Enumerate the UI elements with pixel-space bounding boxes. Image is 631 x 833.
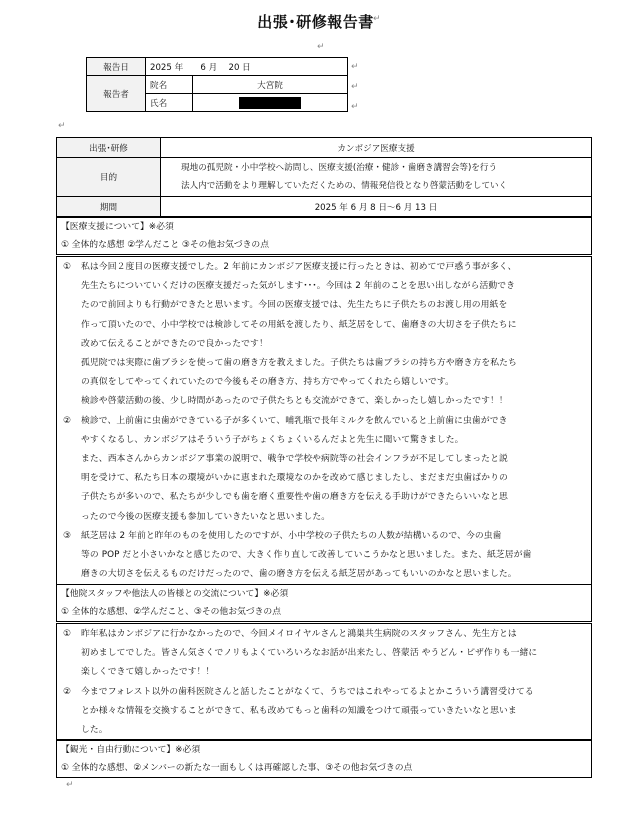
answer-item [63,527,585,585]
answer-line: とか様々な情報を交換することができて、私も改めてもっと歯科の知識をつけて頑張っていきたいなと思いま [81,705,517,716]
trip-info-table [56,137,592,217]
answer-line: 等の POP だと小さいかなと感じたので、大きく作り直して改善していこうかなと思いました。また、紙芝居が歯 [81,550,532,561]
purpose-value[interactable] [161,158,592,197]
answer-item [63,625,585,683]
item-number: ② [63,415,71,426]
report-header-table [86,57,348,112]
medical-support-answer[interactable] [56,256,592,585]
answer-item [63,258,585,354]
answer-line: した。 [81,725,108,736]
answer-line: 検診で、上前歯に虫歯ができている子が多くいて、哺乳瓶で長年ミルクを飲んでいると上前歯に虫歯ができ [81,415,508,426]
section-subtitle: ① 全体的な感想、②学んだこと、③その他お気づきの点 [61,607,281,617]
purpose-line: 現地の孤児院・小中学校へ訪問し、医療支援(治療・健診・歯磨き講習会等)を行う [181,163,498,173]
period-value[interactable]: 2025 年 6 月 8 日～6 月 13 日 [161,197,592,217]
answer-line: 改めて伝えることができたので良かったです！ [81,338,268,349]
answer-item [63,683,585,741]
paragraph-mark: ↵ [58,121,66,131]
paragraph-mark: ↵ [317,42,325,52]
purpose-line: 法人内で活動をより理解していただくための、情報発信役となり啓蒙活動をしていく [181,181,508,191]
section-heading: 【医療支援について】※必須 [61,222,174,232]
answer-line: 子供たちが多いので、私たちが少しでも歯を磨く重要性や歯の磨き方を伝える手助けができたらいいなと思 [81,492,508,503]
document-title: 出張･研修報告書 [257,13,374,31]
answer-line: 先生たちについていくだけの医療支援だった気がします･･･。今回は 2 年前のことを思い出しながら活動でき [81,281,516,292]
exchange-section-header [56,584,592,622]
paragraph-mark: ↵ [373,14,381,24]
answer-line: 紙芝居は 2 年前と昨年のものを使用したのですが、小中学校の子供たちの人数が結構いるので、今の虫歯 [81,530,502,541]
section-heading: 【観光・自由行動について】※必須 [61,745,201,755]
item-number: ② [63,686,71,697]
name-value[interactable] [193,94,348,112]
date-value[interactable]: 2025 年 6 月 20 日 [146,58,348,76]
sightseeing-section-header [56,740,592,778]
answer-line: やすくなるし、カンボジアはそういう子がちょくちょくいるんだよと先生に聞いて驚きました。 [81,434,464,445]
paragraph-mark: ↵ [351,102,359,112]
item-number: ① [63,262,71,272]
hospital-label: 院名 [146,76,193,94]
purpose-label: 目的 [57,158,161,197]
trip-label: 出張･研修 [57,138,161,158]
answer-line: 初めましてでした。皆さん気さくでノリもよくていろいろなお話が出来たし、啓蒙活 やうどん・ピザ作りも一緒に [81,648,538,659]
answer-line: 今までフォレスト以外の歯科医院さんと話したことがなくて、うちではこれやってるよとかこういう講習受けてる [81,686,534,697]
paragraph-mark: ↵ [351,62,359,72]
reporter-label: 報告者 [87,76,146,112]
paragraph-mark: ↵ [351,82,359,92]
period-label: 期間 [57,197,161,217]
answer-line: 私は今回２度目の医療支援でした。2 年前にカンボジア医療支援に行ったときは、初めてで戸惑う事が多く、 [81,262,517,272]
item-number: ① [63,629,71,639]
answer-line: 作って頂いたので、小中学校では検診してその用紙を渡したり、紙芝居をして、歯磨きの大切さを子供たちに [81,319,517,330]
answer-line: 検診や啓蒙活動の後、少し時間があったので子供たちとも交流ができて、楽しかったし嬉しかったです！！ [81,396,508,407]
answer-line: 昨年私はカンボジアに行かなかったので、今回メイロイヤルさんと鴻巣共生病院のスタッフさん、先生方とは [81,629,517,639]
answer-line: 磨きの大切さを伝えるものだけだったので、歯の磨き方を伝える紙芝居があってもいいのかなと思いました。 [81,569,517,580]
answer-line: の真似をしてやってくれていたので今後もその磨き方、持ち方でやってくれたら嬉しいです。 [81,377,454,388]
medical-support-section-header [56,217,592,255]
trip-value[interactable]: カンボジア医療支援 [161,138,592,158]
paragraph-mark: ↵ [66,780,74,790]
answer-line: 孤児院では実際に歯ブラシを使って歯の磨き方を教えました。子供たちは歯ブラシの持ち方や磨き方を私たち [81,358,517,369]
redacted-name-block [239,97,301,109]
answer-item [63,412,585,450]
exchange-answer[interactable] [56,623,592,740]
section-subtitle: ① 全体的な感想 ②学んだこと ③その他お気づきの点 [61,240,269,250]
answer-line: 楽しくできて嬉しかったです！！ [81,667,215,678]
section-subtitle: ① 全体的な感想、②メンバーの新たな一面もしくは再確認した事、③その他お気づきの点 [61,763,413,773]
item-number: ③ [63,530,71,541]
name-label: 氏名 [146,94,193,112]
answer-line: また、西本さんからカンボジア事業の説明で、戦争で学校や病院等の社会インフラが不足してしまったと説 [81,454,508,465]
section-heading: 【他院スタッフや他法人の皆様との交流について】※必須 [61,589,289,599]
answer-line: たので前回よりも行動ができたと思います。今回の医療支援では、先生たちに子供たちのお渡し用の用紙を [81,300,508,311]
date-label: 報告日 [87,58,146,76]
answer-line: ったので今後の医療支援も参加していきたいなと思いました。 [81,511,331,522]
hospital-value[interactable]: 大宮院 [193,76,348,94]
answer-line: 明を受けて、私たち日本の環境がいかに恵まれた環境なのかを改めて感じましたし、まだまだ虫歯ばかりの [81,473,508,484]
